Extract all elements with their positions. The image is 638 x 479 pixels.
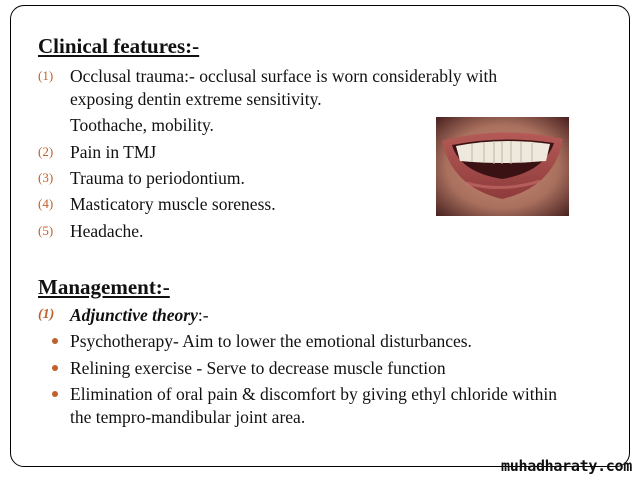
list-number: (2) xyxy=(38,144,54,159)
list-number: (1) xyxy=(38,307,55,322)
bullet-text: Relining exercise - Serve to decrease muscle function xyxy=(70,358,446,378)
bullet-text: Elimination of oral pain & discomfort by giving ethyl chloride within xyxy=(70,384,558,404)
clinical-features-heading: Clinical features:- xyxy=(38,34,200,58)
list-item-text: Pain in TMJ xyxy=(70,142,157,162)
subheading-suffix: :- xyxy=(197,305,209,325)
bullet-dot xyxy=(52,365,58,371)
bullet-dot xyxy=(52,338,58,344)
list-item-text-continued: exposing dentin extreme sensitivity. xyxy=(70,89,322,109)
list-number: (1) xyxy=(38,68,54,83)
watermark: muhadharaty.com xyxy=(501,457,632,475)
list-item-text: Masticatory muscle soreness. xyxy=(70,194,276,214)
subheading xyxy=(70,305,209,325)
list-number: (3) xyxy=(38,170,54,185)
list-item-text: Trauma to periodontium. xyxy=(70,168,245,188)
list-number: (5) xyxy=(38,223,54,238)
list-item-text: Occlusal trauma:- occlusal surface is worn considerably with xyxy=(70,66,498,86)
bullet-dot xyxy=(52,391,58,397)
list-number: (4) xyxy=(38,196,54,211)
smile-photo xyxy=(436,117,569,216)
bullet-text: Psychotherapy- Aim to lower the emotional disturbances. xyxy=(70,331,472,351)
bullet-text-continued: the tempro-mandibular joint area. xyxy=(70,407,306,427)
management-heading: Management:- xyxy=(38,275,170,299)
subheading-title: Adjunctive theory xyxy=(70,305,198,325)
list-item-text: Toothache, mobility. xyxy=(70,115,214,135)
list-item-text: Headache. xyxy=(70,221,144,241)
